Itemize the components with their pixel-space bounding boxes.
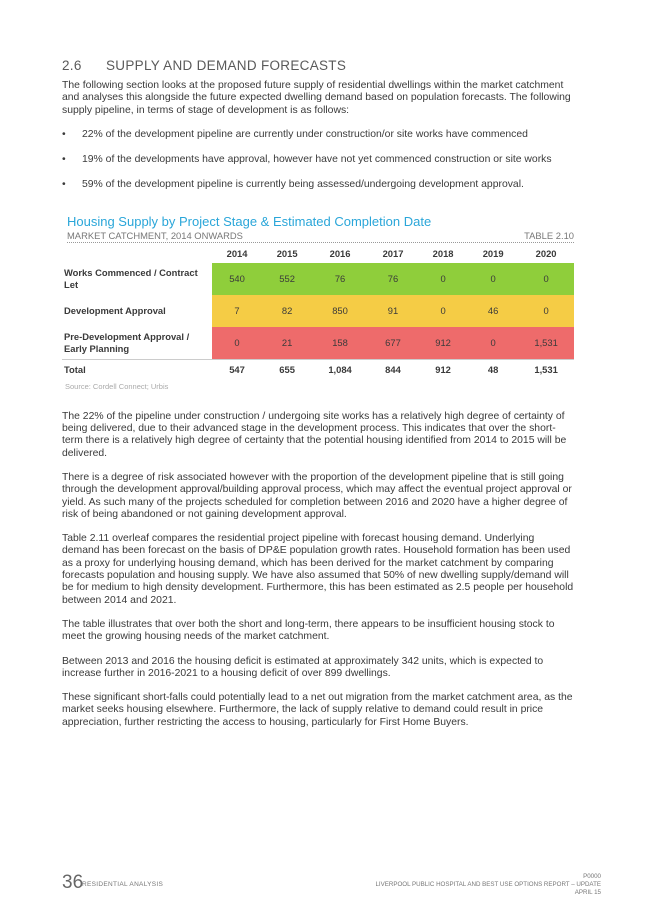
- table-cell: 82: [262, 295, 312, 327]
- footer-right: [375, 873, 601, 897]
- table-cell: 850: [312, 295, 368, 327]
- table-cell: 91: [368, 295, 418, 327]
- body-paragraph: The table illustrates that over both the short and long-term, there appears to be insufficient housing stock to meet the growing housing needs of the market catchment.: [62, 618, 555, 643]
- body-paragraph: The 22% of the pipeline under construction / undergoing site works has a relatively high degree of certainty of being delivered, due to their advanced stage in the development process. This indicates that over the short-term there is a relatively high degree of certainty that the potential housing identified from 2014 to 2015 will be delivered.: [62, 410, 567, 459]
- housing-supply-table: [62, 244, 574, 380]
- table-cell: 0: [468, 263, 518, 295]
- table-cell: 0: [468, 327, 518, 360]
- table-row-total: [62, 359, 574, 380]
- footer-doc-title: LIVERPOOL PUBLIC HOSPITAL AND BEST USE OPTIONS REPORT – UPDATE: [375, 881, 601, 888]
- row-label: Development Approval: [64, 304, 166, 316]
- year-header: 2019: [482, 247, 504, 259]
- bullet-item: • 19% of the developments have approval, however have not yet commenced construction or site works: [62, 154, 574, 166]
- table-cell: 547: [212, 359, 262, 380]
- table-subtitle: MARKET CATCHMENT, 2014 ONWARDS: [67, 229, 243, 241]
- year-header: 2017: [382, 247, 404, 259]
- table-cell: 552: [262, 263, 312, 295]
- intro-paragraph: The following section looks at the proposed future supply of residential dwellings within the market catchment and analyses this alongside the future expected dwelling demand based on population forecasts. The following supply pipeline, in terms of stage of development is as follows:: [62, 80, 571, 116]
- section-title: SUPPLY AND DEMAND FORECASTS: [106, 58, 347, 73]
- table-subtitle-row: [67, 230, 574, 243]
- table-cell: 844: [368, 359, 418, 380]
- year-header: 2018: [432, 247, 454, 259]
- year-header: 2014: [226, 247, 248, 259]
- footer-date: APRIL 15: [574, 889, 601, 896]
- table-cell: 158: [312, 327, 368, 360]
- table-header-row: [62, 244, 574, 263]
- table-source: Source: Cordell Connect; Urbis: [65, 381, 169, 391]
- table-cell: 912: [418, 327, 468, 360]
- table-cell: 76: [368, 263, 418, 295]
- year-header: 2015: [276, 247, 298, 259]
- table-cell: 0: [518, 295, 574, 327]
- table-cell: 540: [212, 263, 262, 295]
- section-number: 2.6: [62, 58, 82, 73]
- table-cell: 46: [468, 295, 518, 327]
- table-row-works-commenced: [62, 263, 574, 295]
- table-row-pre-development: [62, 327, 574, 360]
- table-cell: 0: [518, 263, 574, 295]
- year-header: 2016: [329, 247, 351, 259]
- table-cell: 7: [212, 295, 262, 327]
- bullet-item: • 59% of the development pipeline is currently being assessed/undergoing development approval.: [62, 179, 574, 191]
- table-title: Housing Supply by Project Stage & Estimated Completion Date: [67, 213, 432, 229]
- table-cell: 1,084: [312, 359, 368, 380]
- section-heading: [62, 58, 574, 73]
- bullet-item: • 22% of the development pipeline are currently under construction/or site works have commenced: [62, 129, 574, 141]
- footer-code: P0000: [583, 873, 601, 880]
- year-header: 2020: [535, 247, 557, 259]
- body-paragraph: There is a degree of risk associated however with the proportion of the development pipeline that is still going through the development approval/building approval process, which may affect the eventual project approval or yield. As such many of the projects scheduled for completion between 2016 and 2020 have a higher degree of risk of being abandoned or not gaining development approval.: [62, 471, 572, 520]
- table-row-development-approval: [62, 295, 574, 327]
- table-cell: 0: [212, 327, 262, 360]
- table-cell: 0: [418, 263, 468, 295]
- table-cell: 1,531: [518, 327, 574, 360]
- table-cell: 0: [418, 295, 468, 327]
- table-ref: TABLE 2.10: [524, 229, 574, 241]
- row-label: Total: [62, 359, 212, 380]
- body-paragraph: These significant short-falls could potentially lead to a net out migration from the market catchment area, as the market seeks housing elsewhere. Furthermore, the lack of supply relative to demand could result in price appreciation, further restricting the access to housing, particularly for First Home Buyers.: [62, 692, 573, 728]
- table-cell: 21: [262, 327, 312, 360]
- page-number: 36: [62, 872, 84, 893]
- page-content: [62, 58, 574, 741]
- pipeline-bullets: [62, 129, 574, 192]
- table-cell: 677: [368, 327, 418, 360]
- row-label: Works Commenced / Contract Let: [64, 266, 198, 290]
- table-cell: 76: [312, 263, 368, 295]
- body-paragraph: Between 2013 and 2016 the housing deficit is estimated at approximately 342 units, which is expected to increase further in 2016-2021 to a housing deficit of over 899 dwellings.: [62, 655, 544, 679]
- body-paragraph: Table 2.11 overleaf compares the residential project pipeline with forecast housing demand. Underlying demand has been forecast on the basis of DP&E population growth rates. Household formation has been used as a proxy for underlying housing demand, which has been derived for the market catchment by comparing forecasts population and housing supply. We have also assumed that 50% of new dwelling supply/demand will be for medium to high density development. Furthermore, this has been estimated as 2.5 people per household between 2014 and 2021.: [62, 533, 574, 606]
- table-cell: 655: [262, 359, 312, 380]
- footer-section-name: RESIDENTIAL ANALYSIS: [82, 881, 164, 888]
- row-label: Pre-Development Approval / Early Planning: [64, 330, 190, 354]
- table-cell: 48: [468, 359, 518, 380]
- table-cell: 1,531: [518, 359, 574, 380]
- table-cell: 912: [418, 359, 468, 380]
